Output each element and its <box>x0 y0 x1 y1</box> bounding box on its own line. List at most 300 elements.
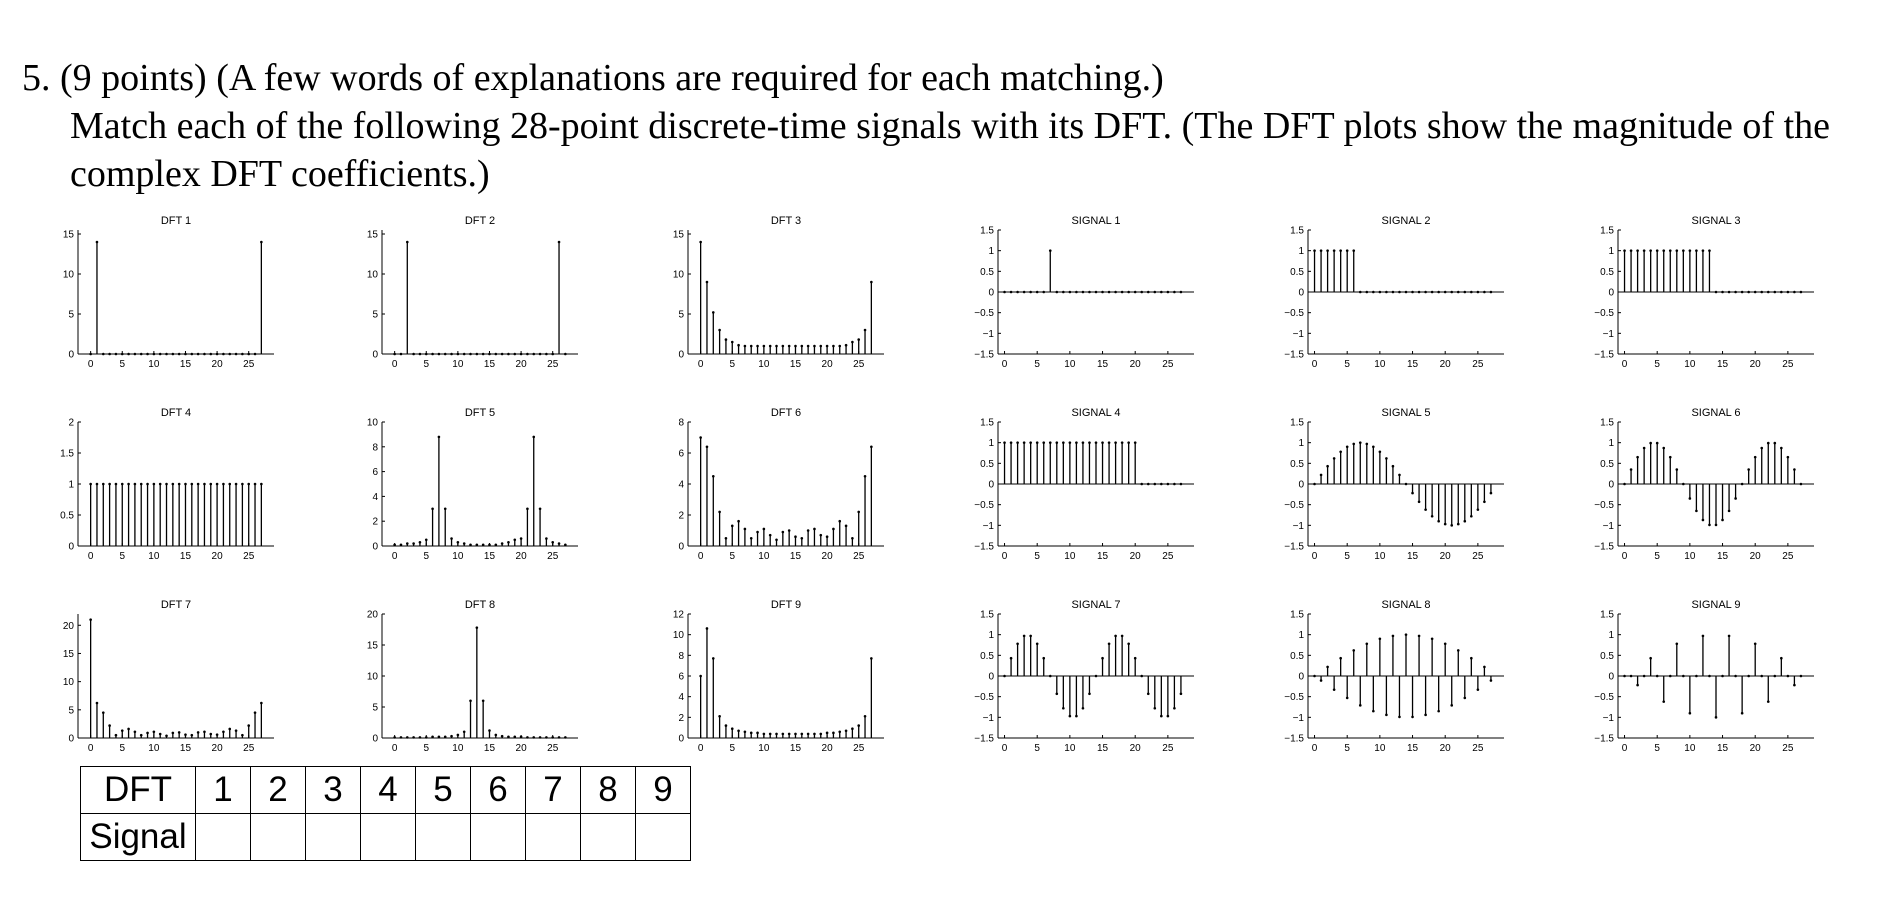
stem-marker <box>1767 700 1770 703</box>
stem-marker <box>699 241 702 244</box>
stem-marker <box>1470 515 1473 518</box>
y-tick-label: 0 <box>678 733 684 745</box>
stem-marker <box>1023 635 1026 638</box>
signal-5-plot <box>1272 400 1512 570</box>
stem-marker <box>1088 692 1091 695</box>
stem-marker <box>1689 497 1692 500</box>
y-tick-label: 15 <box>366 640 378 652</box>
x-tick-label: 20 <box>211 743 223 754</box>
stem-marker <box>1734 291 1737 294</box>
y-tick-label: 2 <box>678 712 684 724</box>
stem-marker <box>431 353 434 356</box>
stem-marker <box>1780 657 1783 660</box>
stem-marker <box>1313 249 1316 252</box>
x-tick-label: 15 <box>483 551 496 562</box>
stem-marker <box>247 483 250 486</box>
y-tick-label: 0 <box>372 733 378 745</box>
stem-marker <box>127 483 130 486</box>
x-tick-label: 15 <box>1716 743 1729 754</box>
stem-marker <box>1623 249 1626 252</box>
answer-cell[interactable] <box>581 814 636 861</box>
stem-marker <box>102 353 105 356</box>
stem-marker <box>260 702 263 705</box>
y-tick-label: −0.5 <box>1284 500 1304 512</box>
stem-marker <box>406 542 409 545</box>
stem-marker <box>1490 679 1493 682</box>
stem-marker <box>1437 291 1440 294</box>
stem-marker <box>191 734 194 737</box>
x-tick-label: 15 <box>483 743 496 754</box>
stem-marker <box>457 541 460 544</box>
stem-marker <box>532 353 535 356</box>
stem-marker <box>1708 524 1711 527</box>
x-tick-label: 25 <box>853 743 865 754</box>
stem-marker <box>1114 635 1117 638</box>
stem-marker <box>1457 291 1460 294</box>
stem-marker <box>1134 291 1137 294</box>
stem-marker <box>1630 675 1633 678</box>
x-tick-label: 5 <box>729 743 736 754</box>
answer-table-header-label: DFT <box>81 767 196 814</box>
stem-marker <box>1114 441 1117 444</box>
answer-table-dft-number: 1 <box>196 767 251 814</box>
stem-marker <box>1029 441 1032 444</box>
x-tick-label: 5 <box>119 743 126 754</box>
stem-marker <box>1747 468 1750 471</box>
stem-marker <box>444 508 447 511</box>
y-tick-label: 1.5 <box>1290 609 1304 621</box>
plot-title: SIGNAL 6 <box>1691 407 1741 419</box>
question-instruction-line-2: complex DFT coefficients.) <box>70 153 490 195</box>
stem-marker <box>197 353 200 356</box>
stem-marker <box>1470 291 1473 294</box>
x-tick-label: 20 <box>821 743 833 754</box>
stem-marker <box>1630 249 1633 252</box>
y-tick-label: 0.5 <box>980 458 994 470</box>
stem-marker <box>513 735 516 738</box>
stem-marker <box>1160 483 1163 486</box>
x-tick-label: 0 <box>1311 743 1318 754</box>
answer-table-dft-number: 7 <box>526 767 581 814</box>
stem-marker <box>1140 675 1143 678</box>
y-tick-label: −1 <box>1292 328 1304 340</box>
stem-marker <box>108 483 111 486</box>
x-tick-label: 15 <box>1096 551 1109 562</box>
stem-marker <box>1372 710 1375 713</box>
stem-marker <box>1760 447 1763 450</box>
x-tick-label: 25 <box>547 743 559 754</box>
y-tick-label: −0.5 <box>974 500 994 512</box>
stem-marker <box>845 525 848 528</box>
answer-table-dft-number: 6 <box>471 767 526 814</box>
stem-marker <box>1754 291 1757 294</box>
stem-marker <box>463 542 466 545</box>
stem-marker <box>1721 519 1724 522</box>
x-tick-label: 10 <box>758 551 770 562</box>
x-tick-label: 25 <box>243 359 255 370</box>
stem-marker <box>457 353 460 356</box>
stem-marker <box>254 483 257 486</box>
y-tick-label: 0 <box>68 733 74 745</box>
stem-marker <box>469 353 472 356</box>
stem-marker <box>1715 291 1718 294</box>
stem-marker <box>1649 249 1652 252</box>
stem-marker <box>558 542 561 545</box>
stem-marker <box>1444 523 1447 526</box>
stem-marker <box>121 353 124 356</box>
stem-marker <box>1411 492 1414 495</box>
stem-marker <box>794 345 797 348</box>
answer-cell[interactable] <box>636 814 691 861</box>
stem-marker <box>1359 704 1362 707</box>
stem-marker <box>165 353 168 356</box>
stem-marker <box>419 541 422 544</box>
stem-marker <box>851 727 854 730</box>
stem-marker <box>1147 692 1150 695</box>
x-tick-label: 0 <box>87 743 94 754</box>
stem-marker <box>1760 291 1763 294</box>
stem-marker <box>513 353 516 356</box>
stem-marker <box>838 731 841 734</box>
x-tick-label: 20 <box>1439 359 1451 370</box>
stem-marker <box>1418 635 1421 638</box>
y-tick-label: 0 <box>68 541 74 553</box>
y-tick-label: 10 <box>62 269 74 281</box>
stem-marker <box>140 734 143 737</box>
y-tick-label: 5 <box>68 309 74 321</box>
stem-marker <box>769 534 772 537</box>
signal-9-plot <box>1582 592 1822 762</box>
stem-marker <box>1754 642 1757 645</box>
stem-marker <box>826 345 829 348</box>
answer-cell[interactable] <box>526 814 581 861</box>
stem-marker <box>1108 642 1111 645</box>
stem-marker <box>1464 520 1467 523</box>
x-tick-label: 20 <box>1749 743 1761 754</box>
x-tick-label: 10 <box>1374 551 1386 562</box>
stem-marker <box>1741 483 1744 486</box>
x-tick-label: 5 <box>1344 743 1350 754</box>
stem-marker <box>1075 441 1078 444</box>
stem-marker <box>184 353 187 356</box>
x-tick-label: 15 <box>1716 359 1729 370</box>
stem-marker <box>826 732 829 735</box>
stem-marker <box>870 281 873 284</box>
answer-table-dft-number: 4 <box>361 767 416 814</box>
stem-marker <box>431 735 434 738</box>
stem-marker <box>1003 441 1006 444</box>
stem-marker <box>1656 249 1659 252</box>
y-tick-label: −0.5 <box>1594 692 1614 704</box>
stem-marker <box>1056 291 1059 294</box>
answer-cell[interactable] <box>196 814 251 861</box>
stem-marker <box>838 345 841 348</box>
stem-marker <box>1689 712 1692 715</box>
stem-marker <box>1747 291 1750 294</box>
stem-marker <box>1108 291 1111 294</box>
stem-marker <box>1352 249 1355 252</box>
stem-marker <box>564 353 567 356</box>
x-tick-label: 20 <box>211 359 223 370</box>
stem-marker <box>1016 291 1019 294</box>
stem-marker <box>1676 468 1679 471</box>
stem-marker <box>1036 642 1039 645</box>
y-tick-label: 0 <box>988 479 994 491</box>
stem-marker <box>763 733 766 736</box>
stem-marker <box>1741 712 1744 715</box>
stem-marker <box>1010 657 1013 660</box>
stem-marker <box>1793 684 1796 687</box>
stem-marker <box>476 353 479 356</box>
stem-marker <box>438 436 441 439</box>
x-tick-label: 25 <box>1472 551 1484 562</box>
stem-marker <box>838 520 841 523</box>
stem-marker <box>203 483 206 486</box>
stem-marker <box>1682 249 1685 252</box>
y-tick-label: 20 <box>62 620 74 632</box>
stem-marker <box>146 483 149 486</box>
stem-marker <box>1069 291 1072 294</box>
stem-marker <box>1656 675 1659 678</box>
stem-marker <box>406 241 409 244</box>
answer-cell[interactable] <box>306 814 361 861</box>
stem-marker <box>756 345 759 348</box>
stem-marker <box>495 353 498 356</box>
stem-marker <box>178 483 181 486</box>
stem-marker <box>1313 483 1316 486</box>
stem-marker <box>115 483 118 486</box>
y-tick-label: 10 <box>62 677 74 689</box>
y-tick-label: −1 <box>1602 328 1614 340</box>
stem-marker <box>788 733 791 736</box>
x-tick-label: 25 <box>1782 359 1794 370</box>
stem-marker <box>450 735 453 738</box>
y-tick-label: 0 <box>68 349 74 361</box>
x-tick-label: 0 <box>697 359 704 370</box>
stem-marker <box>1405 291 1408 294</box>
stem-marker <box>419 353 422 356</box>
y-tick-label: −0.5 <box>974 308 994 320</box>
stem-marker <box>807 529 810 532</box>
y-tick-label: 15 <box>62 229 74 241</box>
x-tick-label: 10 <box>452 359 464 370</box>
stem-marker <box>184 483 187 486</box>
stem-marker <box>1411 716 1414 719</box>
stem-marker <box>463 731 466 734</box>
stem-marker <box>1333 688 1336 691</box>
stem-marker <box>1392 635 1395 638</box>
stem-marker <box>775 345 778 348</box>
stem-marker <box>725 338 728 341</box>
stem-marker <box>1003 675 1006 678</box>
stem-marker <box>1167 715 1170 718</box>
stem-marker <box>1398 716 1401 719</box>
y-tick-label: 1 <box>1298 438 1304 450</box>
stem-marker <box>1049 249 1052 252</box>
y-tick-label: −1.5 <box>1284 349 1304 361</box>
stem-marker <box>1741 291 1744 294</box>
y-tick-label: 8 <box>678 417 684 429</box>
stem-marker <box>1483 500 1486 503</box>
stem-marker <box>96 241 99 244</box>
stem-marker <box>564 736 567 739</box>
x-tick-label: 15 <box>179 743 192 754</box>
stem-marker <box>1127 291 1130 294</box>
stem-marker <box>254 353 257 356</box>
stem-marker <box>191 353 194 356</box>
stem-marker <box>737 344 740 347</box>
stem-marker <box>1036 291 1039 294</box>
y-tick-label: 5 <box>372 702 378 714</box>
stem-marker <box>1689 249 1692 252</box>
x-tick-label: 25 <box>1162 743 1174 754</box>
stem-marker <box>495 734 498 737</box>
stem-marker <box>260 483 263 486</box>
stem-marker <box>1676 642 1679 645</box>
y-tick-label: 10 <box>672 269 684 281</box>
stem-marker <box>807 345 810 348</box>
stem-marker <box>725 537 728 540</box>
stem-marker <box>1095 291 1098 294</box>
y-tick-label: 0.5 <box>1600 266 1614 278</box>
stem-marker <box>1147 291 1150 294</box>
stem-marker <box>750 537 753 540</box>
stem-marker <box>813 345 816 348</box>
stem-marker <box>851 341 854 344</box>
stem-marker <box>1108 441 1111 444</box>
stem-marker <box>1636 684 1639 687</box>
y-tick-label: 6 <box>678 671 684 683</box>
answer-cell[interactable] <box>416 814 471 861</box>
x-tick-label: 20 <box>1129 551 1141 562</box>
stem-marker <box>501 735 504 738</box>
y-tick-label: 0 <box>1298 287 1304 299</box>
stem-marker <box>1715 716 1718 719</box>
stem-marker <box>1780 291 1783 294</box>
x-tick-label: 10 <box>1684 359 1696 370</box>
y-tick-label: 12 <box>672 609 684 621</box>
stem-marker <box>1630 468 1633 471</box>
stem-marker <box>1754 456 1757 459</box>
stem-marker <box>197 731 200 734</box>
stem-marker <box>1695 675 1698 678</box>
stem-marker <box>775 733 778 736</box>
stem-marker <box>254 711 257 714</box>
answer-cell[interactable] <box>471 814 526 861</box>
stem-marker <box>526 736 529 739</box>
stem-marker <box>216 483 219 486</box>
y-tick-label: 1 <box>1608 246 1614 258</box>
answer-cell[interactable] <box>361 814 416 861</box>
y-tick-label: 5 <box>68 705 74 717</box>
stem-marker <box>89 618 92 621</box>
plot-title: DFT 6 <box>770 407 802 419</box>
stem-marker <box>450 353 453 356</box>
y-tick-label: 1 <box>988 438 994 450</box>
x-tick-label: 15 <box>483 359 496 370</box>
stem-marker <box>1385 457 1388 460</box>
y-tick-label: 1 <box>988 246 994 258</box>
stem-marker <box>539 736 542 739</box>
stem-marker <box>1333 249 1336 252</box>
stem-marker <box>1477 291 1480 294</box>
stem-marker <box>1095 441 1098 444</box>
y-tick-label: 10 <box>366 671 378 683</box>
stem-marker <box>134 731 137 734</box>
stem-marker <box>520 735 523 738</box>
plot-title: DFT 9 <box>770 599 802 611</box>
x-tick-label: 20 <box>1129 359 1141 370</box>
stem-marker <box>794 733 797 736</box>
stem-marker <box>412 736 415 739</box>
stem-marker <box>1134 657 1137 660</box>
stem-marker <box>425 539 428 542</box>
plot-title: SIGNAL 4 <box>1071 407 1121 419</box>
stem-marker <box>539 508 542 511</box>
stem-marker <box>412 353 415 356</box>
x-tick-label: 25 <box>243 743 255 754</box>
stem-marker <box>203 731 206 734</box>
x-tick-label: 25 <box>1162 359 1174 370</box>
dft-3-plot <box>652 208 892 378</box>
stem-marker <box>1676 249 1679 252</box>
stem-marker <box>1121 291 1124 294</box>
stem-marker <box>482 543 485 546</box>
y-tick-label: 1.5 <box>980 609 994 621</box>
stem-marker <box>1728 510 1731 513</box>
x-tick-label: 20 <box>1439 551 1451 562</box>
x-tick-label: 5 <box>1034 743 1040 754</box>
stem-marker <box>794 535 797 538</box>
x-tick-label: 15 <box>179 359 192 370</box>
stem-marker <box>1431 638 1434 641</box>
y-tick-label: 0 <box>1298 671 1304 683</box>
stem-marker <box>1437 520 1440 523</box>
stem-marker <box>476 543 479 546</box>
stem-marker <box>513 539 516 542</box>
stem-marker <box>551 541 554 544</box>
stem-marker <box>1167 291 1170 294</box>
stem-marker <box>1160 715 1163 718</box>
stem-marker <box>1682 675 1685 678</box>
stem-marker <box>1721 291 1724 294</box>
y-tick-label: 10 <box>366 269 378 281</box>
plot-title: SIGNAL 9 <box>1691 599 1741 611</box>
stem-marker <box>209 733 212 736</box>
y-tick-label: −0.5 <box>1594 500 1614 512</box>
y-tick-label: 0.5 <box>1290 266 1304 278</box>
plot-title: SIGNAL 8 <box>1381 599 1431 611</box>
stem-marker <box>1010 291 1013 294</box>
stem-marker <box>121 729 124 732</box>
stem-marker <box>203 353 206 356</box>
stem-marker <box>1457 649 1460 652</box>
stem-marker <box>851 537 854 540</box>
stem-marker <box>832 345 835 348</box>
answer-cell[interactable] <box>251 814 306 861</box>
stem-marker <box>96 702 99 705</box>
signal-4-plot <box>962 400 1202 570</box>
x-tick-label: 10 <box>452 551 464 562</box>
stem-marker <box>1075 291 1078 294</box>
stem-marker <box>1787 291 1790 294</box>
stem-marker <box>1734 675 1737 678</box>
stem-marker <box>763 345 766 348</box>
stem-marker <box>857 511 860 514</box>
stem-marker <box>1180 291 1183 294</box>
stem-marker <box>744 345 747 348</box>
x-tick-label: 10 <box>758 359 770 370</box>
